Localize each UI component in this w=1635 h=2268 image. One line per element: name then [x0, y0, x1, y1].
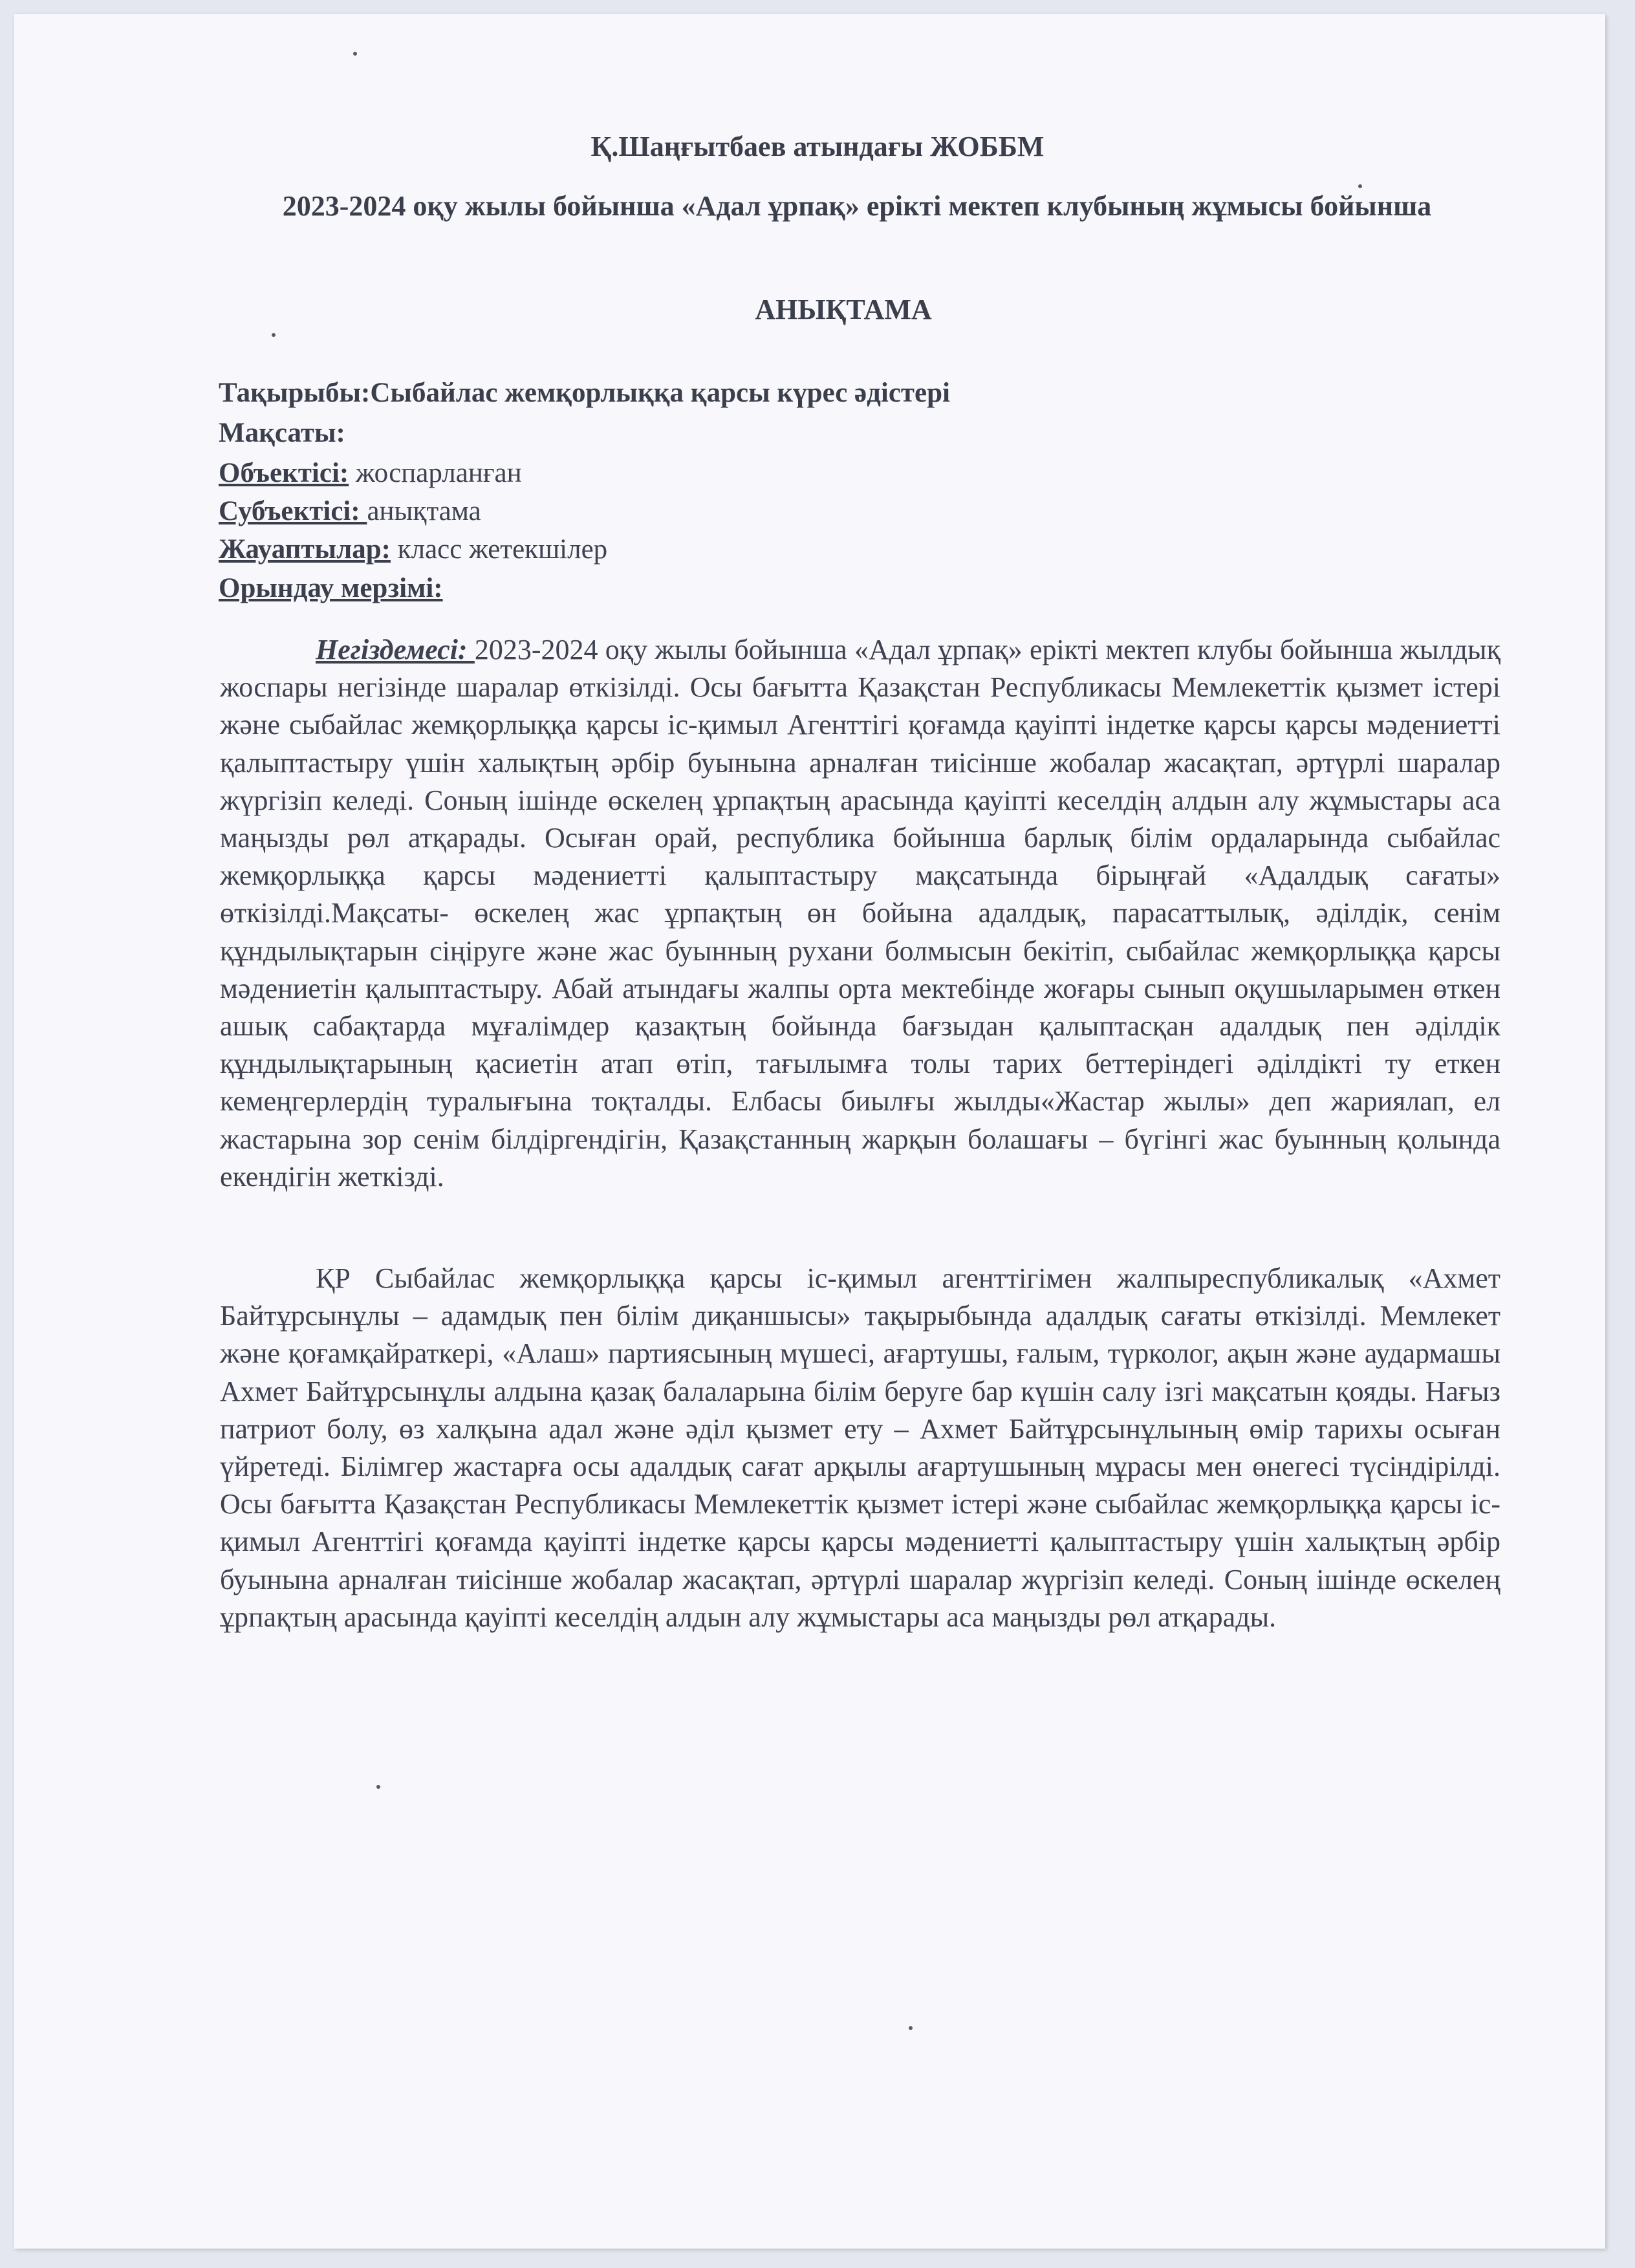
- object-value: жоспарланған: [349, 458, 522, 488]
- basis-text: 2023-2024 оқу жылы бойынша «Адал ұрпақ» ерікті мектеп клубы бойынша жылдық жоспары негізінде шаралар өткізілді. Осы бағытта Қазақстан Республикасы Мемлекеттік қызмет істері және сыбайлас жемқорлыққа қарсы іс-қимыл Агенттігі қоғамда қауіпті індетке қарсы қарсы мәдениетті қалыптастыру үшін халықтың әрбір буынына арналған тиісінше жобалар жасақтап, әртүрлі шаралар жүргізіп келеді. Соның ішінде өскелең ұрпақтың арасында қауіпті кеселдің алдын алу жұмыстары аса маңызды рөл атқарады. Осыған орай, республика бойынша барлық білім ордаларында сыбайлас жемқорлыққа қарсы мәдениетті қалыптастыру мақсатында бірыңғай «Адалдық сағаты» өткізілді.Мақсаты- өскелең жас ұрпақтың өн бойына адалдық, парасаттылық, әділдік, сенім құндылықтарын сіңіруге және жас буынның рухани болмысын бекітіп, сыбайлас жемқорлыққа қарсы мәдениетін қалыптастыру. Абай атындағы жалпы орта мектебінде жоғары сынып оқушыларымен өткен ашық сабақтарда мұғалімдер қазақтың бойында бағзыдан қалыптасқан адалдық пен әділдік құндылықтарының қасиетін атап өтіп, тағылымға толы тарих беттеріндегі әділдікті ту еткен кемеңгерлердің туралығына тоқталды. Елбасы биылғы жылды«Жастар жылы» деп жариялап, ел жастарына зор сенім білдіргендігін, Қазақстанның жарқын болашағы – бүгінгі жас буынның қолында екендігін жеткізді.: [220, 634, 1500, 1193]
- goal-row: [219, 415, 345, 451]
- deadline-label: Орындау мерзімі:: [219, 573, 443, 603]
- plan-title: 2023-2024 оқу жылы бойынша «Адал ұрпақ» ерікті мектеп клубының жұмысы бойынша: [282, 190, 1432, 222]
- deadline-row: [219, 570, 443, 607]
- basis-label: Негіздемесі:: [316, 634, 475, 665]
- scan-speck: [272, 333, 276, 337]
- scan-speck: [376, 1785, 380, 1789]
- topic-label: Тақырыбы:: [219, 378, 371, 408]
- document-type-heading: АНЫҚТАМА: [755, 294, 932, 325]
- subject-label: Субъектісі:: [219, 496, 367, 526]
- responsible-label: Жауаптылар:: [219, 534, 391, 565]
- school-name: Қ.Шаңғытбаев атындағы ЖОББМ: [590, 131, 1045, 162]
- basis-paragraph: [220, 631, 1500, 1196]
- subject-row: [219, 493, 481, 530]
- subject-value: анықтама: [367, 496, 481, 526]
- responsible-row: [219, 532, 607, 568]
- topic-row: [219, 375, 950, 411]
- second-paragraph-text: ҚР Сыбайлас жемқорлыққа қарсы іс-қимыл агенттігімен жалпыреспубликалық «Ахмет Байтұрсынұлы – адамдық пен білім диқаншысы» тақырыбында адалдық сағаты өткізілді. Мемлекет және қоғамқайраткері, «Алаш» партиясының мүшесі, ағартушы, ғалым, түрколог, ақын және аудармашы Ахмет Байтұрсынұлы алдына қазақ балаларына білім беруге бар күшін салу ізгі мақсатын қояды. Нағыз патриот болу, өз халқына адал және әділ қызмет ету – Ахмет Байтұрсынұлының өмір тарихы осыған үйретеді. Білімгер жастарға осы адалдық сағат арқылы ағартушының мұрасы мен өнегесі түсіндірілді. Осы бағытта Қазақстан Республикасы Мемлекеттік қызмет істері және сыбайлас жемқорлыққа қарсы іс-қимыл Агенттігі қоғамда қауіпті індетке қарсы қарсы мәдениетті қалыптастыру үшін халықтың әрбір буынына арналған тиісінше жобалар жасақтап, әртүрлі шаралар жүргізіп келеді. Соның ішінде өскелең ұрпақтың арасында қауіпті кеселдің алдын алу жұмыстары аса маңызды рөл атқарады.: [220, 1262, 1500, 1633]
- responsible-value: класс жетекшілер: [390, 534, 608, 565]
- goal-label: Мақсаты:: [219, 418, 345, 448]
- second-paragraph: [220, 1260, 1500, 1636]
- scan-speck: [1358, 184, 1362, 188]
- object-label: Объектісі:: [219, 458, 349, 488]
- scan-speck: [353, 52, 357, 56]
- scan-speck: [909, 2026, 913, 2030]
- object-row: [219, 455, 522, 491]
- topic-value: Сыбайлас жемқорлыққа қарсы күрес әдістері: [370, 378, 950, 408]
